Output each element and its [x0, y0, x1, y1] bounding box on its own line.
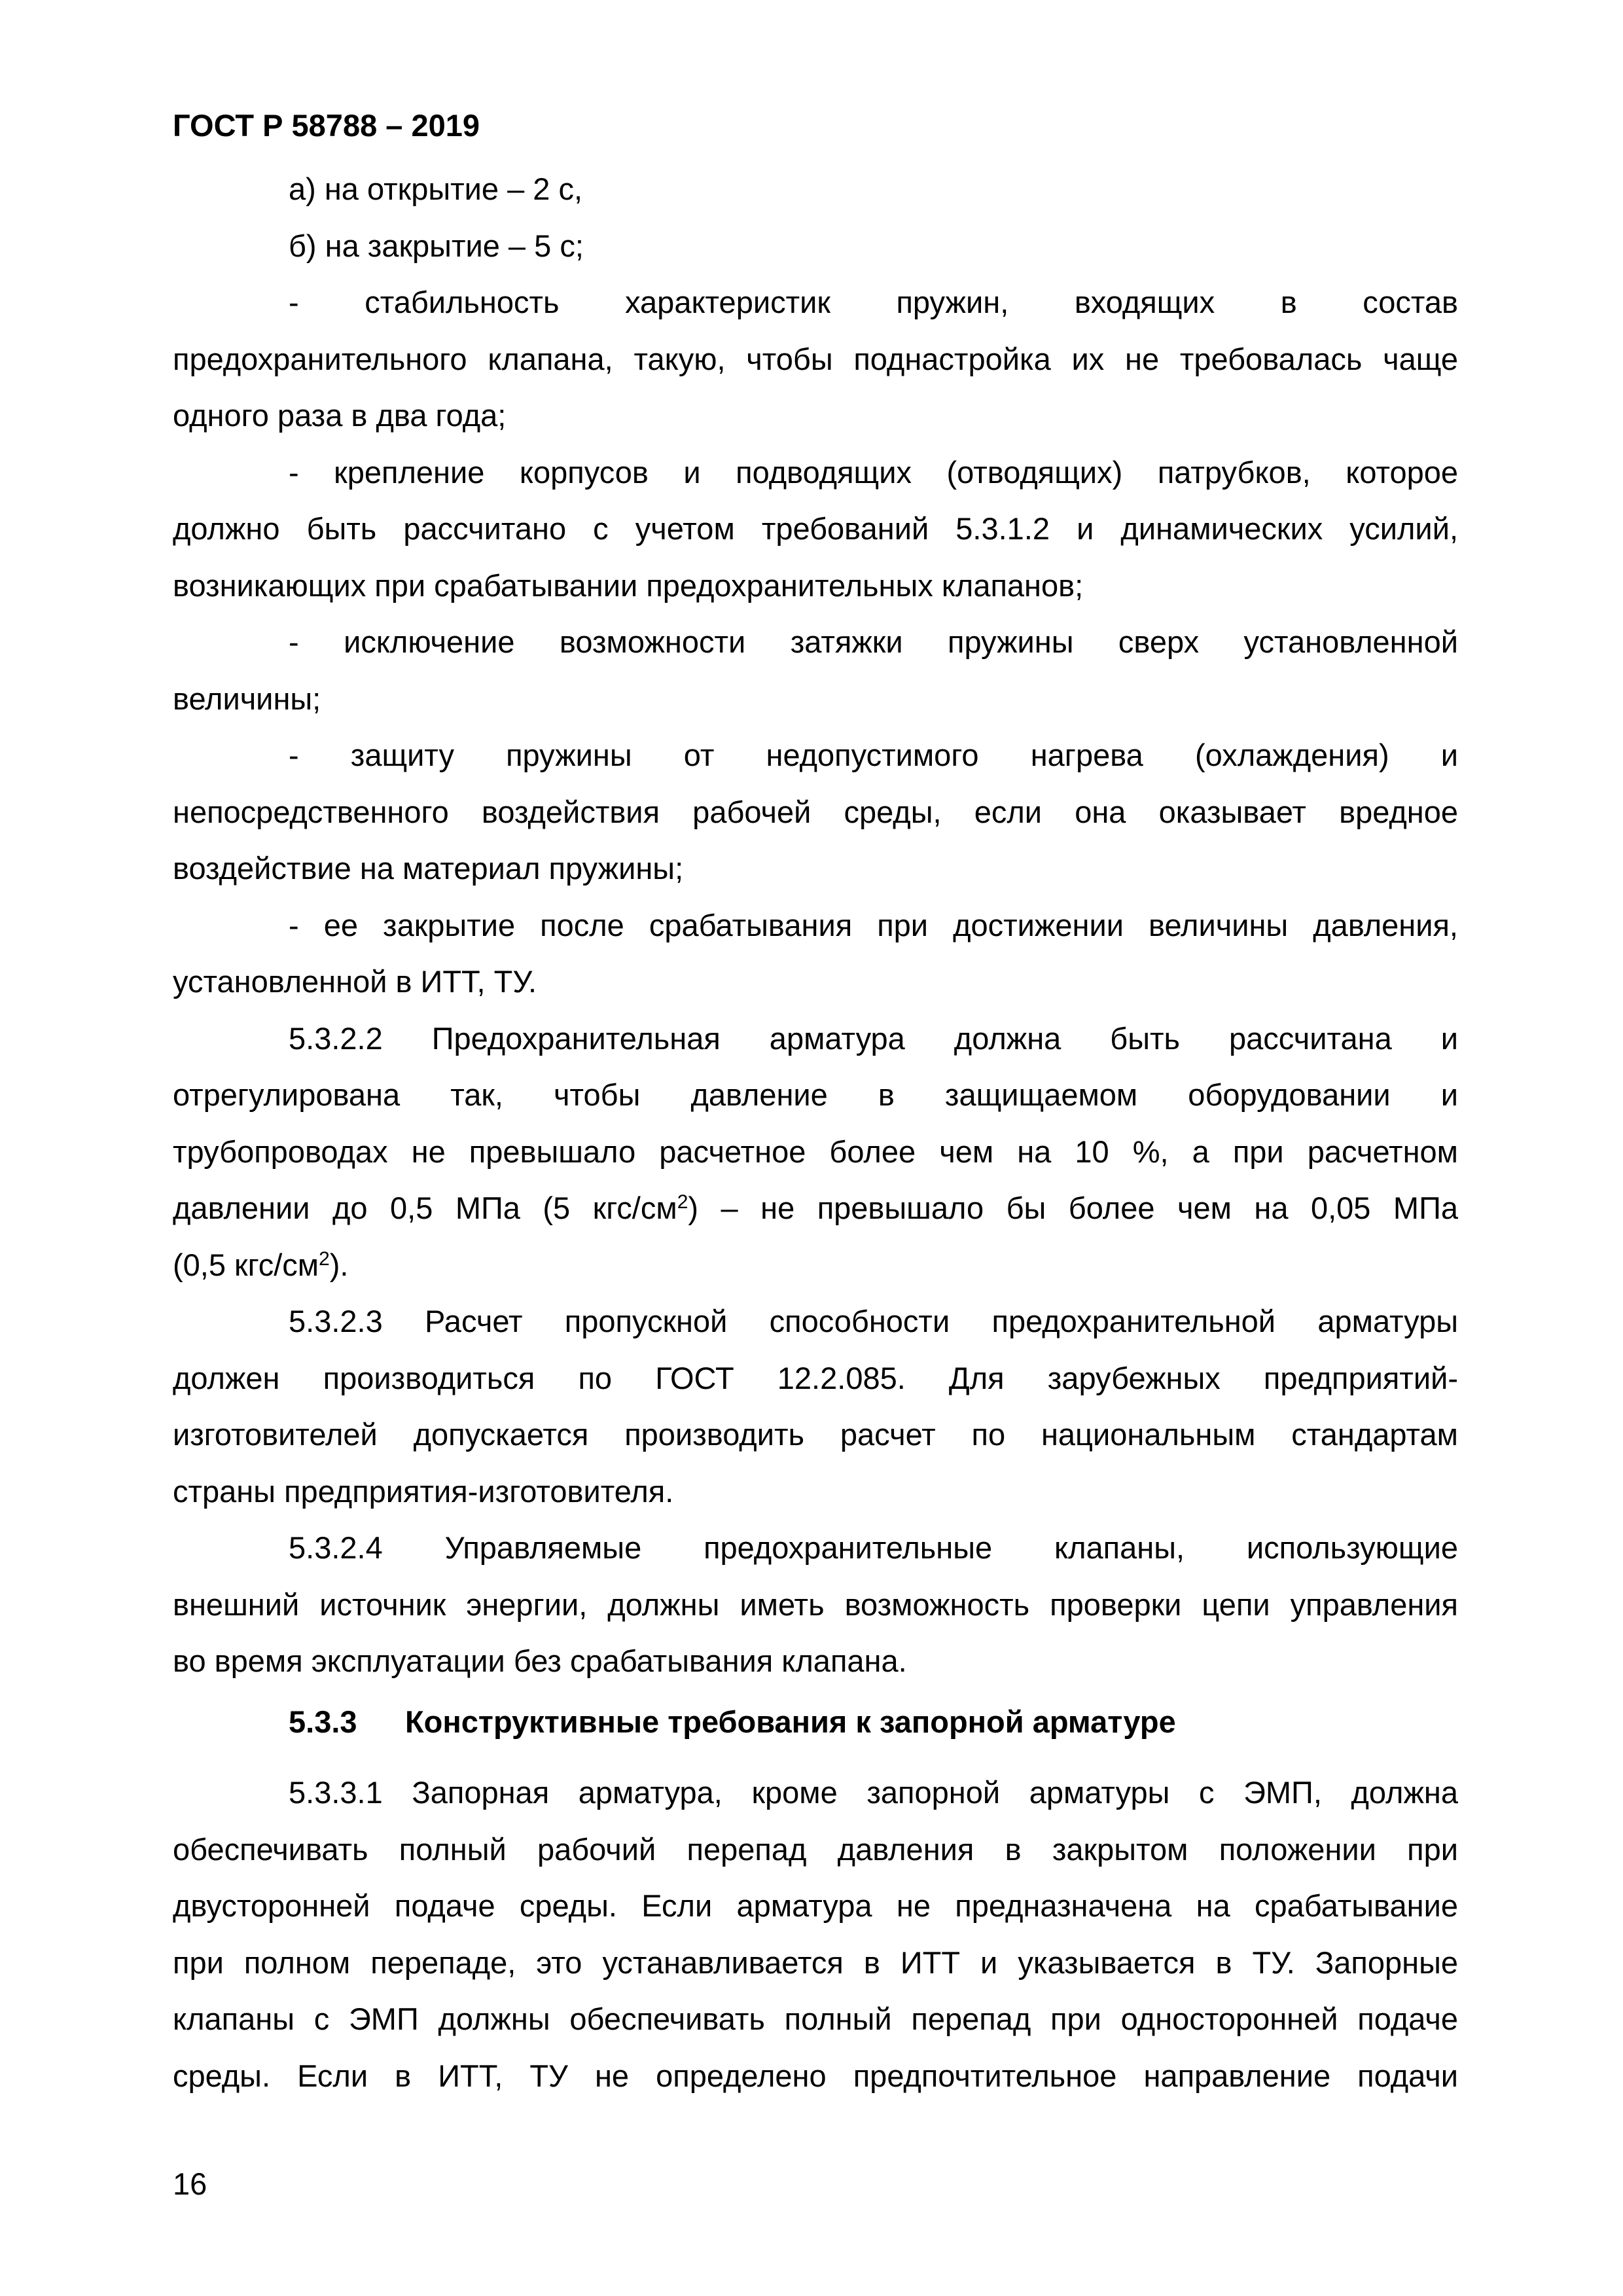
text-fragment: (0,5 кгс/см	[173, 1247, 319, 1282]
text-line: 5.3.2.4 Управляемые предохранительные клапаны, использующие	[289, 1530, 1458, 1565]
text-line: б) на закрытие – 5 с;	[289, 228, 584, 263]
text-line: величины;	[173, 681, 321, 716]
text-line: предохранительного клапана, такую, чтобы поднастройка их не требовалась чаще	[173, 341, 1458, 376]
text-line	[173, 1180, 1458, 1237]
text-line: а) на открытие – 2 с,	[289, 171, 583, 206]
section-title: Конструктивные требования к запорной арматуре	[405, 1704, 1176, 1739]
text-line: внешний источник энергии, должны иметь возможность проверки цепи управления	[173, 1587, 1458, 1622]
text-line: среды. Если в ИТТ, ТУ не определено предпочтительное направление подачи	[173, 2058, 1458, 2093]
text-line: одного раза в два года;	[173, 398, 507, 433]
text-line: - ее закрытие после срабатывания при достижении величины давления,	[289, 907, 1458, 942]
text-line: двусторонней подаче среды. Если арматура не предназначена на срабатывание	[173, 1888, 1458, 1923]
page-number: 16	[173, 2166, 207, 2201]
document-body	[173, 161, 1458, 2104]
text-line: - стабильность характеристик пружин, входящих в состав	[289, 285, 1458, 319]
text-fragment: давлении до 0,5 МПа (5 кгс/см	[173, 1191, 677, 1225]
superscript: 2	[677, 1191, 688, 1213]
superscript: 2	[319, 1247, 330, 1270]
text-line: - исключение возможности затяжки пружины сверх установленной	[289, 624, 1458, 659]
text-line: должен производиться по ГОСТ 12.2.085. Для зарубежных предприятий-	[173, 1360, 1458, 1395]
text-line: отрегулирована так, чтобы давление в защищаемом оборудовании и	[173, 1077, 1458, 1112]
text-fragment: ) – не превышало бы более чем на 0,05 МПа	[688, 1191, 1458, 1225]
section-heading	[173, 1694, 1458, 1751]
text-line: возникающих при срабатывании предохранительных клапанов;	[173, 567, 1084, 603]
text-line: страны предприятия-изготовителя.	[173, 1473, 674, 1509]
text-line: 5.3.3.1 Запорная арматура, кроме запорной арматуры с ЭМП, должна	[289, 1775, 1458, 1810]
standard-header: ГОСТ Р 58788 – 2019	[173, 108, 480, 143]
text-line: воздействие на материал пружины;	[173, 851, 684, 886]
text-line: обеспечивать полный рабочий перепад давления в закрытом положении при	[173, 1831, 1458, 1867]
text-line: установленной в ИТТ, ТУ.	[173, 964, 537, 999]
text-line: во время эксплуатации без срабатывания клапана.	[173, 1643, 907, 1678]
text-line	[173, 1237, 1458, 1294]
text-line: при полном перепаде, это устанавливается в ИТТ и указывается в ТУ. Запорные	[173, 1945, 1458, 1980]
text-fragment: ).	[329, 1247, 349, 1282]
text-line: трубопроводах не превышало расчетное более чем на 10 %, а при расчетном	[173, 1134, 1458, 1169]
section-number: 5.3.3	[289, 1704, 357, 1739]
text-line: непосредственного воздействия рабочей среды, если она оказывает вредное	[173, 794, 1458, 829]
text-line: - крепление корпусов и подводящих (отводящих) патрубков, которое	[289, 454, 1458, 490]
text-line: 5.3.2.2 Предохранительная арматура должна быть рассчитана и	[289, 1020, 1458, 1056]
text-line: изготовителей допускается производить расчет по национальным стандартам	[173, 1417, 1458, 1452]
text-line: - защиту пружины от недопустимого нагрева (охлаждения) и	[289, 738, 1458, 772]
text-line: 5.3.2.3 Расчет пропускной способности предохранительной арматуры	[289, 1304, 1458, 1338]
text-line: клапаны с ЭМП должны обеспечивать полный перепад при односторонней подаче	[173, 2001, 1458, 2036]
text-line: должно быть рассчитано с учетом требований 5.3.1.2 и динамических усилий,	[173, 511, 1458, 546]
